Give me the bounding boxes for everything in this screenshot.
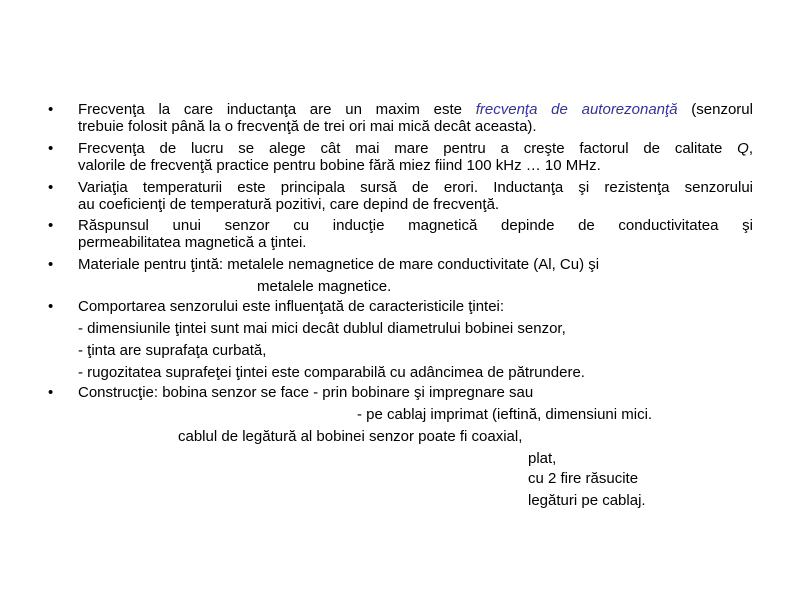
bullet-3-line-1: Variaţia temperaturii este principala sursă de erori. Inductanţa şi rezistenţa senzorului xyxy=(78,179,753,196)
bullet-6-sub-2: - ţinta are suprafaţa curbată, xyxy=(78,342,267,359)
bullet-4: • xyxy=(48,217,54,234)
bullet-3-line-2: au coeficienţi de temperatură pozitivi, care depind de frecvenţă. xyxy=(78,196,500,213)
bullet-5: • xyxy=(48,256,54,273)
bullet-1-line-2: trebuie folosit până la o frecvenţă de trei ori mai mică decât aceasta). xyxy=(78,118,537,135)
bullet-5-line-1: Materiale pentru ţintă: metalele nemagnetice de mare conductivitate (Al, Cu) şi xyxy=(78,256,600,273)
bullet-7-line-2: - pe cablaj imprimat (ieftină, dimensiuni mici. xyxy=(357,406,653,423)
bullet-6-line-1: Comportarea senzorului este influenţată de caracteristicile ţintei: xyxy=(78,298,505,315)
bullet-1: • xyxy=(48,101,54,118)
bullet-6: • xyxy=(48,298,54,315)
bullet-1-text-a: Frecvenţa la care inductanţa are un maxim este xyxy=(78,101,476,118)
bullet-2: • xyxy=(48,140,54,157)
bullet-2-line-1 xyxy=(78,140,753,157)
bullet-2-q-symbol: Q xyxy=(737,140,749,157)
bullet-1-line-1 xyxy=(78,101,753,118)
bullet-1-accent-term: frecvenţa de autorezonanţă xyxy=(475,101,678,118)
bullet-7-option-3: legături pe cablaj. xyxy=(528,492,646,509)
bullet-7-option-1: plat, xyxy=(528,450,557,467)
bullet-4-line-1: Răspunsul unui senzor cu inducţie magnetică depinde de conductivitatea şi xyxy=(78,217,753,234)
bullet-5-line-2: metalele magnetice. xyxy=(257,278,392,295)
bullet-4-line-2: permeabilitatea magnetică a ţintei. xyxy=(78,234,307,251)
bullet-2-text-b: , xyxy=(748,140,753,157)
bullet-7: • xyxy=(48,384,54,401)
bullet-7-option-2: cu 2 fire răsucite xyxy=(528,470,639,487)
bullet-3: • xyxy=(48,179,54,196)
bullet-7-line-3: cablul de legătură al bobinei senzor poate fi coaxial, xyxy=(178,428,523,445)
bullet-2-text-a: Frecvenţa de lucru se alege cât mai mare pentru a creşte factorul de calitate xyxy=(78,140,738,157)
bullet-7-line-1: Construcţie: bobina senzor se face - prin bobinare şi impregnare sau xyxy=(78,384,534,401)
bullet-2-line-2: valorile de frecvenţă practice pentru bobine fără miez fiind 100 kHz … 10 MHz. xyxy=(78,157,601,174)
bullet-6-sub-1: - dimensiunile ţintei sunt mai mici decât dublul diametrului bobinei senzor, xyxy=(78,320,566,337)
bullet-6-sub-3: - rugozitatea suprafeţei ţintei este comparabilă cu adâncimea de pătrundere. xyxy=(78,364,585,381)
bullet-1-text-b: (senzorul xyxy=(677,101,753,118)
